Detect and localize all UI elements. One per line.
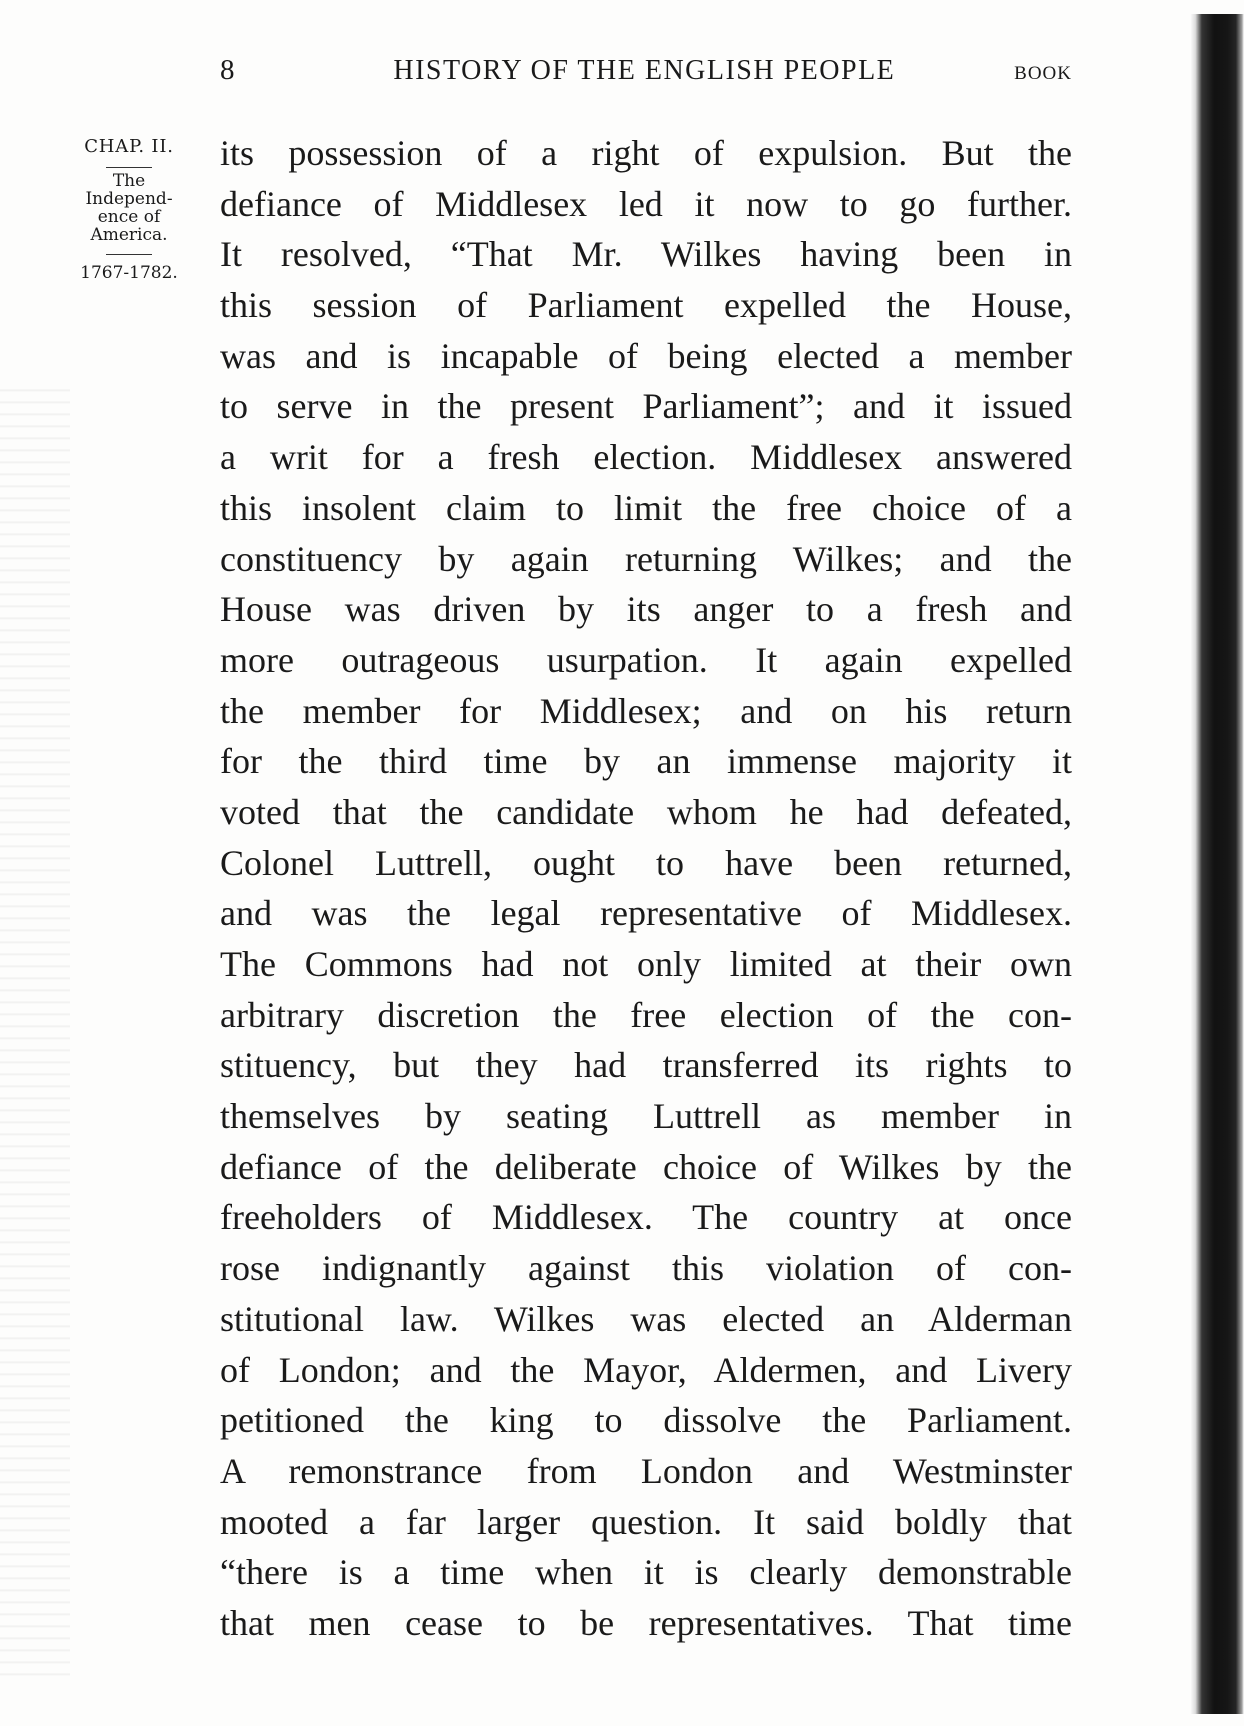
text-line: defiance of the deliberate choice of Wilkes by the xyxy=(220,1146,1072,1187)
binding-shadow xyxy=(1190,14,1244,1714)
text-line: House was driven by its anger to a fresh and xyxy=(220,589,1072,630)
text-line: “there is a time when it is clearly demonstrable xyxy=(220,1552,1072,1593)
text-line: its possession of a right of expulsion. But the xyxy=(220,133,1072,173)
text-line: and was the legal representative of Middlesex. xyxy=(220,893,1072,934)
running-head xyxy=(220,54,1072,90)
text-line: this session of Parliament expelled the House, xyxy=(220,285,1072,326)
text-line: A remonstrance from London and Westminster xyxy=(220,1450,1072,1491)
text-line: stituency, but they had transferred its rights to xyxy=(220,1045,1072,1086)
side-topic-line: America. xyxy=(90,225,168,245)
text-line: a writ for a fresh election. Middlesex answered xyxy=(220,437,1072,478)
text-line: for the third time by an immense majority it xyxy=(220,741,1072,782)
margin-rule xyxy=(106,167,152,168)
scan-speckle xyxy=(0,380,70,1680)
side-topic-line: Independ- xyxy=(85,189,173,209)
text-line: mooted a far larger question. It said boldly that xyxy=(220,1501,1072,1542)
text-line: arbitrary discretion the free election of the con- xyxy=(220,994,1072,1035)
side-dates: 1767-1782. xyxy=(80,263,178,283)
text-line: defiance of Middlesex led it now to go further. xyxy=(220,183,1072,224)
text-line: The Commons had not only limited at their own xyxy=(220,944,1072,984)
text-line: the member for Middlesex; and on his return xyxy=(220,690,1072,731)
chapter-label: CHAP. II. xyxy=(84,136,174,157)
text-line: petitioned the king to dissolve the Parliament. xyxy=(220,1400,1072,1441)
text-line: this insolent claim to limit the free choice of a xyxy=(220,487,1072,528)
margin-rule xyxy=(106,254,152,255)
text-line: themselves by seating Luttrell as member in xyxy=(220,1096,1072,1137)
side-topic-line: The xyxy=(112,171,146,191)
text-line: that men cease to be representatives. That time xyxy=(220,1602,1072,1643)
running-title: HISTORY OF THE ENGLISH PEOPLE xyxy=(393,55,896,86)
text-line: Colonel Luttrell, ought to have been returned, xyxy=(220,842,1072,883)
text-line: constituency by again returning Wilkes; and the xyxy=(220,538,1072,579)
margin-notes xyxy=(62,136,196,283)
text-line: It resolved, “That Mr. Wilkes having been in xyxy=(220,234,1072,275)
side-topic xyxy=(62,172,196,244)
text-line: more outrageous usurpation. It again expelled xyxy=(220,639,1072,680)
side-topic-line: ence of xyxy=(97,207,161,227)
page-number: 8 xyxy=(220,54,235,86)
text-line: was and is incapable of being elected a member xyxy=(220,335,1072,376)
body-text xyxy=(220,128,1072,1649)
text-line: stitutional law. Wilkes was elected an Alderman xyxy=(220,1298,1072,1339)
running-book-label: BOOK xyxy=(1014,63,1072,84)
text-line: freeholders of Middlesex. The country at once xyxy=(220,1197,1072,1238)
text-line: to serve in the present Parliament”; and it issued xyxy=(220,386,1072,427)
text-line: rose indignantly against this violation of con- xyxy=(220,1248,1072,1289)
text-line: voted that the candidate whom he had defeated, xyxy=(220,791,1072,832)
text-line: of London; and the Mayor, Aldermen, and Livery xyxy=(220,1349,1072,1390)
